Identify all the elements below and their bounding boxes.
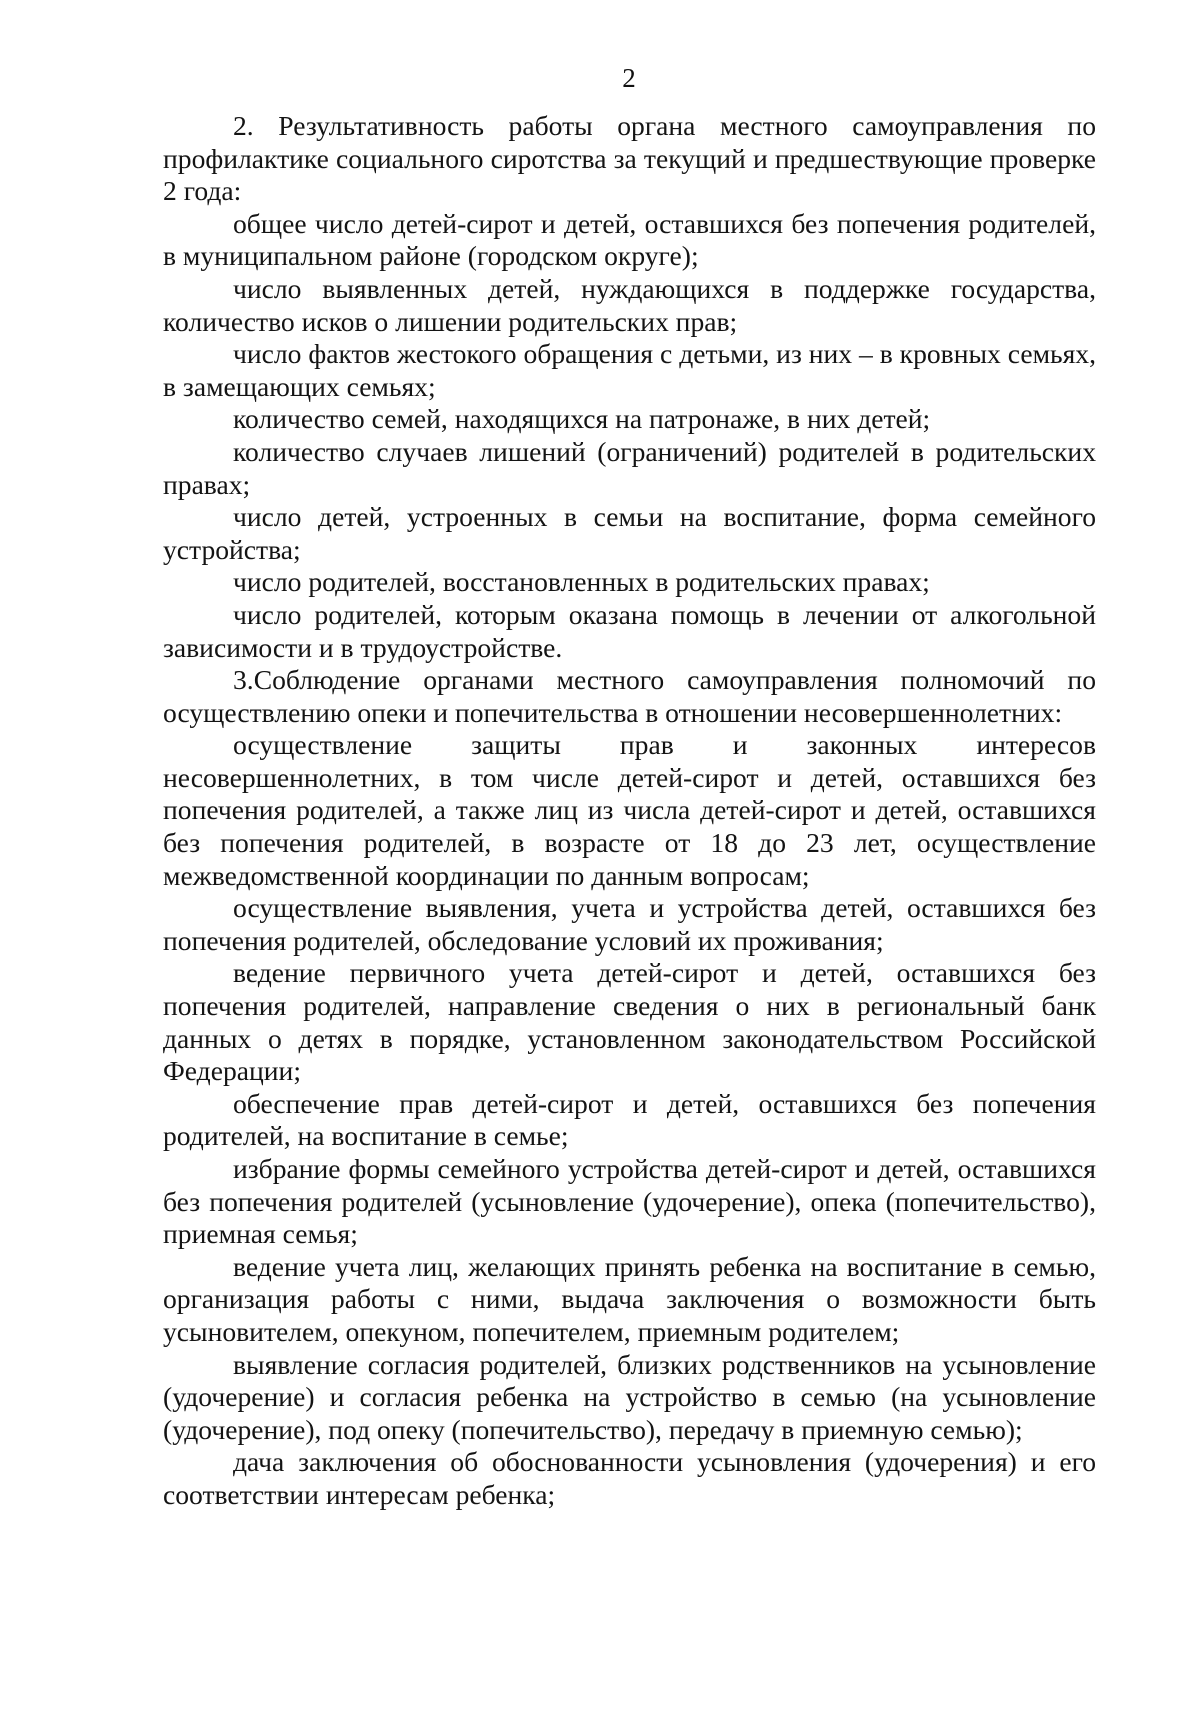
paragraph-section-2-heading: 2. Результативность работы органа местного самоуправления по профилактике социального сиротства за текущий и предшествующие проверке 2 года: bbox=[163, 110, 1096, 207]
page-number: 2 bbox=[622, 63, 636, 93]
paragraph: число фактов жестокого обращения с детьми, из них – в кровных семьях, в замещающих семьях; bbox=[163, 338, 1096, 402]
paragraph: дача заключения об обоснованности усыновления (удочерения) и его соответствии интересам ребенка; bbox=[163, 1446, 1096, 1510]
paragraph: ведение учета лиц, желающих принять ребенка на воспитание в семью, организация работы с ними, выдача заключения о возможности быть усыновителем, опекуном, попечителем, приемным родителем; bbox=[163, 1250, 1096, 1347]
paragraph: общее число детей-сирот и детей, оставшихся без попечения родителей, в муниципальном районе (городском округе); bbox=[163, 207, 1096, 272]
paragraph: число родителей, восстановленных в родительских правах; bbox=[233, 566, 930, 598]
paragraph-section-3-heading: 3.Соблюдение органами местного самоуправления полномочий по осуществлению опеки и попечительства в отношении несовершеннолетних: bbox=[163, 664, 1096, 728]
paragraph: число родителей, которым оказана помощь в лечении от алкогольной зависимости и в трудоустройстве. bbox=[163, 598, 1096, 663]
paragraph: осуществление выявления, учета и устройства детей, оставшихся без попечения родителей, обследование условий их проживания; bbox=[163, 892, 1096, 956]
paragraph: избрание формы семейного устройства детей-сирот и детей, оставшихся без попечения родителей (усыновление (удочерение), опека (попечительство), приемная семья; bbox=[163, 1153, 1096, 1250]
document-body bbox=[163, 110, 1096, 1512]
paragraph: количество семей, находящихся на патронаже, в них детей; bbox=[233, 403, 931, 435]
paragraph: количество случаев лишений (ограничений) родителей в родительских правах; bbox=[163, 435, 1096, 500]
paragraph: выявление согласия родителей, близких родственников на усыновление (удочерение) и согласия ребенка на устройство в семью (на усыновление (удочерение), под опеку (попечительство), передачу в приемную семью); bbox=[163, 1348, 1096, 1445]
paragraph: ведение первичного учета детей-сирот и детей, оставшихся без попечения родителей, направление сведения о них в региональный банк данных о детях в порядке, установленном законодательством Российской Федерации; bbox=[163, 957, 1096, 1087]
paragraph: число выявленных детей, нуждающихся в поддержке государства, количество исков о лишении родительских прав; bbox=[163, 272, 1096, 337]
paragraph: осуществление защиты прав и законных интересов несовершеннолетних, в том числе детей-сирот и детей, оставшихся без попечения родителей, а также лиц из числа детей-сирот и детей, оставшихся без попечения родителей, в возрасте от 18 до 23 лет, осуществление межведомственной координации по данным вопросам; bbox=[163, 729, 1096, 891]
paragraph: число детей, устроенных в семьи на воспитание, форма семейного устройства; bbox=[163, 501, 1096, 565]
paragraph: обеспечение прав детей-сирот и детей, оставшихся без попечения родителей, на воспитание в семье; bbox=[163, 1087, 1096, 1152]
